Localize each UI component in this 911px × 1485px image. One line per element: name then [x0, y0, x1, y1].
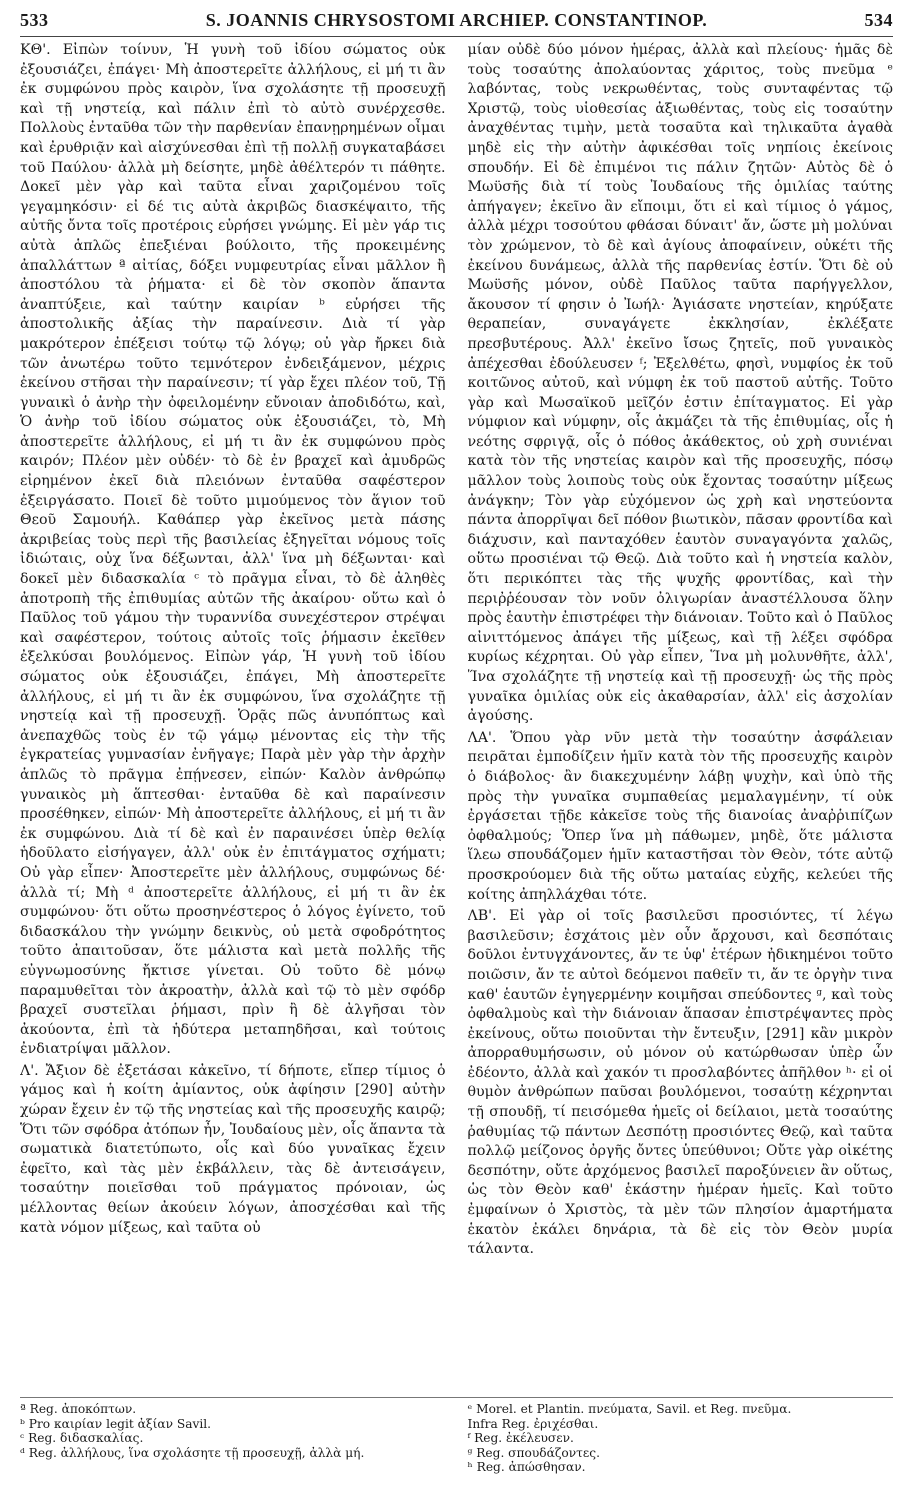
footnote: Infra Reg. ἐριχέσθαι. [467, 1416, 599, 1431]
footnote: ª Reg. ἀποκόπτων. [20, 1402, 137, 1416]
footnote: ᵇ Pro καιρίαν legit ἀξίαν Savil. [20, 1416, 212, 1431]
footnote: ʰ Reg. ἀπώσθησαν. [467, 1460, 586, 1474]
text-columns [20, 41, 893, 1391]
page-title: S. JOANNIS CHRYSOSTOMI ARCHIEP. CONSTANTINOP. [205, 10, 708, 30]
paragraph-29: ΚΘ'. Εἰπὼν τοίνυν, Ἡ γυνὴ τοῦ ἰδίου σώματος οὐκ ἐξουσιάζει, ἐπάγει· Μὴ ἀποστερεῖτε ἀλλήλους, εἰ μή τι ἂν ἐκ συμφώνου πρὸς καιρὸν, ἵνα σχολάσητε τῇ προσευχῇ καὶ τῇ νηστείᾳ, καὶ πάλιν ἐπὶ τὸ αὐτὸ συνέρχεσθε. Πολλοὺς ἐνταῦθα τῶν τὴν παρθενίαν ἐπανῃρημένων οἶμαι καὶ ἐρυθριᾷν καὶ αἰσχύνεσθαι ἐπὶ τῇ πολλῇ συγκαταβάσει τοῦ Παύλου· ἀλλὰ μὴ δείσητε, μηδὲ ἀθέλτερόν τι πάθητε. Δοκεῖ μὲν γὰρ καὶ ταῦτα εἶναι χαριζομένου τοῖς γεγαμηκόσιν· εἰ δέ τις αὐτὰ ἀκριβῶς διασκέψαιτο, τῆς αὐτῆς ὄντα τοῖς προτέροις εὑρήσει γνώμης. Εἰ μὲν γάρ τις αὐτὰ ἁπλῶς ἐπεξιέναι βούλοιτο, τῆς προκειμένης ἀπαλλάττων ª αἰτίας, δόξει νυμφευτρίας εἶναι μᾶλλον ἢ ἀποστόλου τὰ ῥήματα· εἰ δὲ τὸν σκοπὸν ἅπαντα ἀναπτύξειε, καὶ ταύτην καιρίαν ᵇ εὑρήσει τῆς ἀποστολικῆς ἀξίας τὴν παραίνεσιν. Διὰ τί γὰρ μακρότερον ἐπέξεισι τούτῳ τῷ λόγῳ; οὐ γὰρ ἤρκει διὰ τῶν ἀνωτέρω τοῦτο τεμνότερον ἐνδειξάμενον, μέχρις ἐκείνου στῆσαι τὴν παραίνεσιν; τί γὰρ ἔχει πλέον τοῦ, Τῇ γυναικὶ ὁ ἀνὴρ τὴν ὀφειλομένην εὔνοιαν ἀποδιδότω, καὶ, Ὁ ἀνὴρ τοῦ ἰδίου σώματος οὐκ ἐξουσιάζει, τὸ, Μὴ ἀποστερεῖτε ἀλλήλους, εἰ μή τι ἂν ἐκ συμφώνου πρὸς καιρόν; Πλέον μὲν οὐδέν· τὸ δὲ ἐν βραχεῖ καὶ ἀμυδρῶς εἰρημένον ἐκεῖ διὰ πλειόνων ἐνταῦθα σαφέστερον ἐξειργάσατο. Ποιεῖ δὲ τοῦτο μιμούμενος τὸν ἅγιον τοῦ Θεοῦ Σαμουήλ. Καθάπερ γὰρ ἐκεῖνος μετὰ πάσης ἀκριβείας τοὺς περὶ τῆς βασιλείας ἐξηγεῖται νόμους τοῖς ἰδιώταις, οὐχ ἵνα δέξωνται, ἀλλ' ἵνα μὴ δέξωνται· καὶ δοκεῖ μὲν διδασκαλία ᶜ τὸ πρᾶγμα εἶναι, τὸ δὲ ἀληθὲς ἀποτροπὴ τῆς ἐπιθυμίας αὐτῶν τῆς ἀκαίρου· οὕτω καὶ ὁ Παῦλος τοῦ γάμου τὴν τυραννίδα συνεχέστερον στρέψαι καὶ σαφέστερον, τούτοις αὐτοῖς τοῖς ῥήμασιν ἐκεῖθεν ἐξελκύσαι βουλόμενος. Εἰπὼν γάρ, Ἡ γυνὴ τοῦ ἰδίου σώματος οὐκ ἐξουσιάζει, ἐπάγει, Μὴ ἀποστερεῖτε ἀλλήλους, εἰ μή τι ἂν ἐκ συμφώνου, ἵνα σχολάζητε τῇ νηστείᾳ καὶ τῇ προσευχῇ. Ὁρᾷς πῶς ἀνυπόπτως καὶ ἀνεπαχθῶς τοὺς ἐν τῷ γάμῳ μένοντας εἰς τὴν τῆς ἐγκρατείας γυμνασίαν ἐνῆγαγε; Παρὰ μὲν γὰρ τὴν ἀρχὴν ἁπλῶς τὸ πρᾶγμα ἐπῄνεσεν, εἰπών· Καλὸν ἀνθρώπῳ γυναικὸς μὴ ἅπτεσθαι· ἐνταῦθα δὲ καὶ παραίνεσιν προσέθηκεν, εἰπών· Μὴ ἀποστερεῖτε ἀλλήλους, εἰ μή τι ἂν ἐκ συμφώνου. Διὰ τί δὲ καὶ ἐν παραινέσει ὑπὲρ θελίᾳ ἡδοῦλατο εἰσήγαγεν, ἀλλ' οὐκ ἐν ἐπιτάγματος σχήματι; Οὐ γὰρ εἶπεν· Ἀποστερεῖτε μὲν ἀλλήλους, συμφώνως δέ· ἀλλὰ τί; Μὴ ᵈ ἀποστερεῖτε ἀλλήλους, εἰ μή τι ἂν ἐκ συμφώνου· ὅτι οὕτω προσηνέστερος ὁ λόγος ἐγίνετο, τοῦ διδασκάλου τὴν γνώμην δεικνὺς, οὐ μετὰ σφοδρότητος τοῦτο ἀπαιτοῦσαν, ὅτε μάλιστα καὶ μετὰ πολλῆς τῆς εὐγνωμοσύνης ἤκτισε γίνεται. Οὐ τοῦτο δὲ μόνῳ παραμυθεῖται τὸν ἀκροατὴν, ἀλλὰ καὶ τῷ τὸ μὲν σφόδρ βραχεῖ συστεῖλαι ῥήμασι, πρὶν ἢ δὲ ἀλγῆσαι τὸν ἀκούοντα, ἐπὶ τὰ ἡδύτερα μεταπηδῆσαι, καὶ τούτοις ἐνδιατρίψαι μᾶλλον. [20, 42, 446, 1058]
left-column [20, 41, 446, 1391]
footnote: ᵍ Reg. σπουδάζοντες. [467, 1445, 600, 1460]
footnote: ᵈ Reg. ἀλλήλους, ἵνα σχολάσητε τῇ προσευχῇ, ἀλλὰ μή. [20, 1445, 365, 1460]
paragraph-32: ΛΒ'. Εἰ γὰρ οἱ τοῖς βασιλεῦσι προσιόντες, τί λέγω βασιλεῦσιν; ἐσχάτοις μὲν οὖν ἄρχουσι, καὶ δεσπόταις δοῦλοι ἐντυγχάνοντες, ἄν τε ὑφ' ἑτέρων ἠδικημένοι τοῦτο ποιῶσιν, ἄν τε αὐτοὶ δεόμενοι παθεῖν τι, ἄν τε ὀργὴν τινα καθ' ἑαυτῶν ἐγηγερμένην κοιμῆσαι σπεύδοντες ᵍ, καὶ τοὺς ὀφθαλμοὺς καὶ τὴν διάνοιαν ἅπασαν ἐπιστρέψαντες πρὸς ἐκείνους, οὕτω ποιοῦνται τὴν ἔντευξιν, [291] κἂν μικρὸν ἀπορραθυμήσωσιν, οὐ μόνον οὐ κατώρθωσαν ὑπὲρ ὧν ἐδέοντο, ἀλλὰ καὶ χακόν τι προσλαβόντες ἀπῆλθον ʰ· εἰ οἱ θυμὸν ἀνθρώπων παῦσαι βουλόμενοι, τοσαύτῃ κέχρηνται τῇ σπουδῇ, τί πεισόμεθα ἡμεῖς οἱ δείλαιοι, μετὰ τοσαύτης ῥαθυμίας τῷ πάντων Δεσπότῃ προσιόντες Θεῷ, καὶ ταῦτα πολλῷ μείζονος ὀργῆς ὄντες ὑπεύθυνοι; Οὔτε γὰρ οἰκέτης δεσπότην, οὔτε ἀρχόμενος βασιλεῖ παροξύνειεν ἂν οὕτως, ὡς τὸν Θεὸν καθ' ἑκάστην ἡμέραν ἡμεῖς. Καὶ τοῦτο ἐμφαίνων ὁ Χριστὸς, τὰ μὲν τῶν πλησίον ἁμαρτήματα ἑκατὸν ἐκάλει δηνάρια, τὰ δὲ εἰς τὸν Θεὸν μυρία τάλαντα. [467, 908, 893, 1258]
footnote: ᶜ Reg. διδασκαλίας. [20, 1431, 144, 1445]
footnotes-left [20, 1402, 446, 1475]
footnote: ᶠ Reg. ἐκέλευσεν. [467, 1431, 574, 1445]
page-number-left: 533 [20, 10, 49, 30]
page-number-right: 534 [864, 10, 893, 30]
footnotes [20, 1397, 893, 1475]
paragraph-31: ΛΑ'. Ὅπου γὰρ νῦν μετὰ τὴν τοσαύτην ἀσφάλειαν πειρᾶται ἐμποδίζειν ἡμῖν κατὰ τὸν τῆς προσευχῆς καιρὸν ὁ διάβολος· ἂν διακεχυμένην λάβῃ ψυχὴν, καὶ ὑπὸ τῆς πρὸς τὴν γυναῖκα συμπαθείας μεμαλαγμένην, τί οὐκ ἐργάσεται τῇδε κἀκεῖσε τοὺς τῆς διανοίας ἀναῤῥιπίζων ὀφθαλμούς; Ὅπερ ἵνα μὴ πάθωμεν, μηδὲ, ὅτε μάλιστα ἵλεω σπουδάζομεν ἡμῖν καταστῆσαι τὸν Θεὸν, τότε αὐτῷ προσκρούομεν διὰ τῆς οὕτω ματαίας εὐχῆς, κελεύει τῆς κοίτης ἀπηλλάχθαι τότε. [467, 729, 893, 903]
right-column [468, 41, 894, 1391]
running-head [20, 10, 893, 37]
paragraph-30: Λ'. Ἄξιον δὲ ἐξετάσαι κἀκεῖνο, τί δήποτε, εἴπερ τίμιος ὁ γάμος καὶ ἡ κοίτη ἀμίαντος, οὐκ ἀφίησιν [290] αὐτὴν χώραν ἔχειν ἐν τῷ τῆς νηστείας καὶ τῆς προσευχῆς καιρῷ; Ὅτι τῶν σφόδρα ἀτόπων ἦν, Ἰουδαίους μὲν, οἷς ἅπαντα τὰ σωματικὰ διατετύπωτο, οἷς καὶ δύο γυναῖκας ἔχειν ἐφεῖτο, καὶ τὰς μὲν ἐκβάλλειν, τὰς δὲ ἀντεισάγειν, τοσαύτην ποιεῖσθαι τοῦ πράγματος πρόνοιαν, ὡς μέλλοντας θείων ἀκούειν λόγων, ἀποσχέσθαι καὶ τῆς κατὰ νόμον μίξεως, καὶ ταῦτα οὐ [20, 1062, 446, 1236]
footnotes-right [468, 1402, 894, 1475]
paragraph-continued: μίαν οὐδὲ δύο μόνον ἡμέρας, ἀλλὰ καὶ πλείους· ἡμᾶς δὲ τοὺς τοσαύτης ἀπολαύοντας χάριτος, τοὺς πνεῦμα ᵉ λαβόντας, τοὺς νεκρωθέντας, τοὺς συνταφέντας τῷ Χριστῷ, τοὺς υἱοθεσίας ἀξιωθέντας, τοὺς εἰς τοσαύτην ἀναχθέντας τιμὴν, μετὰ τοσαῦτα καὶ τηλικαῦτα ἀγαθὰ μηδὲ εἰς τὴν αὐτὴν ἀφικέσθαι τοῖς νηπίοις ἐκείνοις σπουδήν. Εἰ δὲ ἐπιμένοι τις πάλιν ζητῶν· Αὐτὸς δὲ ὁ Μωϋσῆς διὰ τί τοὺς Ἰουδαίους τῆς ὁμιλίας ταύτης ἀπήγαγεν; ἐκεῖνο ἂν εἴποιμι, ὅτι εἰ καὶ τίμιος ὁ γάμος, ἀλλὰ μέχρι τοσούτου φθάσαι δύναιτ' ἄν, ὥστε μὴ μολύναι τὸν χρώμενον, τὸ δὲ καὶ ἁγίους ἀποφαίνειν, οὐκέτι τῆς ἐκείνου δυνάμεως, ἀλλὰ τῆς παρθενίας ἐστίν. Ὅτι δὲ οὐ Μωϋσῆς μόνον, οὐδὲ Παῦλος ταῦτα παρήγγελλον, ἄκουσον τί φησιν ὁ Ἰωήλ· Ἁγιάσατε νηστείαν, κηρύξατε θεραπείαν, συναγάγετε ἐκκλησίαν, ἐκλέξατε πρεσβυτέρους. Ἀλλ' ἐκεῖνο ἴσως ζητεῖς, ποῦ γυναικὸς ἀπέχεσθαι ἐδούλευσεν ᶠ; Ἐξελθέτω, φησὶ, νυμφίος ἐκ τοῦ κοιτῶνος αὐτοῦ, καὶ νύμφη ἐκ τοῦ παστοῦ αὐτῆς. Τοῦτο γὰρ καὶ Μωσαϊκοῦ μεῖζόν ἐστιν ἐπίταγματος. Εἰ γὰρ νύμφιον καὶ νύμφην, οἷς ἀκμάζει τὰ τῆς ἐπιθυμίας, οἷς ἡ νεότης σφριγᾷ, οἷς ὁ πόθος ἀκάθεκτος, οὐ χρὴ συνιέναι κατὰ τὸν τῆς νηστείας καιρὸν καὶ τῆς προσευχῆς, πόσῳ μᾶλλον τοὺς λοιποὺς τοὺς οὐκ ἔχοντας τοσαύτην μίξεως ἀνάγκην; Τὸν γὰρ εὐχόμενον ὡς χρὴ καὶ νηστεύοντα πάντα ἀπορρῖψαι δεῖ πόθον βιωτικὸν, πᾶσαν φροντίδα καὶ διάχυσιν, καὶ πανταχόθεν ἑαυτὸν συναγαγόντα χαλῶς, οὕτω προσιέναι τῷ Θεῷ. Διὰ τοῦτο καὶ ἡ νηστεία καλὸν, ὅτι περικόπτει τὰς τῆς ψυχῆς φροντίδας, καὶ τὴν περιῤῥέουσαν τὸν νοῦν ὀλιγωρίαν ἀναστέλλουσα ὅλην πρὸς ἑαυτὴν ἐπιστρέφει τὴν διάνοιαν. Τοῦτο καὶ ὁ Παῦλος αἰνιττόμενος ἀπάγει τῆς μίξεως, καὶ τῇ λέξει σφόδρα κυρίως κέχρηται. Οὐ γὰρ εἶπεν, Ἵνα μὴ μολυνθῆτε, ἀλλ', Ἵνα σχολάζητε τῇ νηστείᾳ καὶ τῇ προσευχῇ· ὡς τῆς πρὸς γυναῖκα ὁμιλίας οὐκ εἰς ἀκαθαρσίαν, ἀλλ' εἰς ἀσχολίαν ἀγούσης. [467, 42, 893, 725]
footnote: ᵉ Morel. et Plantin. πνεύματα, Savil. et Reg. πνεῦμα. [467, 1402, 792, 1416]
